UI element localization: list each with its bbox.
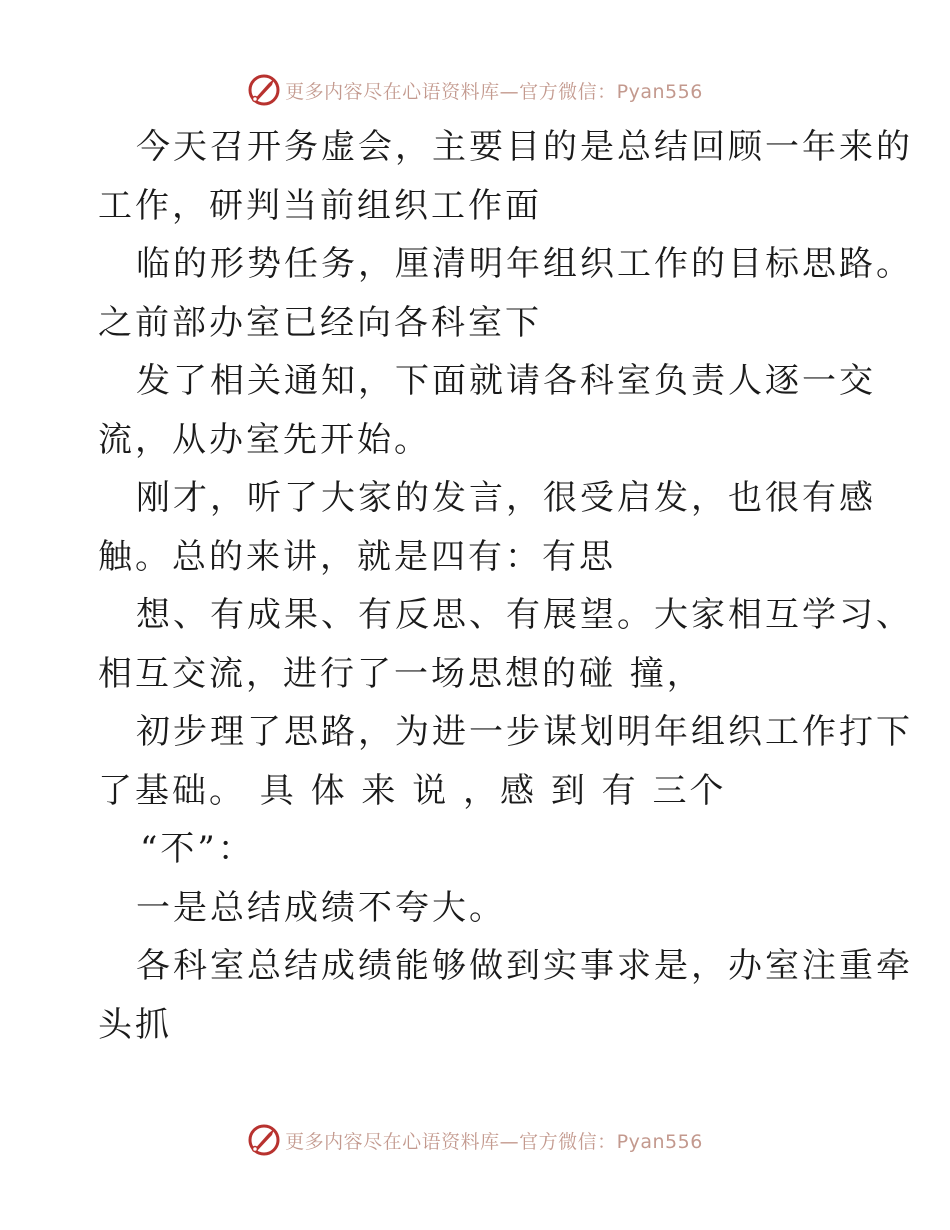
paragraph-line: 了基础。 具 体 来 说 ，感 到 有 三个	[98, 770, 727, 811]
quill-pen-logo-icon	[247, 1123, 281, 1157]
footer-banner	[0, 1120, 950, 1160]
paragraph-line: 相互交流，进行了一场思想的碰 撞，	[98, 653, 704, 694]
paragraph-line: 发了相关通知，下面就请各科室负责人逐一交	[136, 361, 876, 401]
paragraph-line: 今天召开务虚会，主要目的是总结回顾一年来的	[136, 127, 913, 167]
paragraph-line: 各科室总结成绩能够做到实事求是，办室注重牵	[136, 946, 913, 986]
paragraph-line: 之前部办室已经向各科室下	[98, 302, 542, 343]
paragraph-line: 流，从办室先开始。	[98, 419, 431, 460]
paragraph-line: 头抓	[98, 1004, 172, 1045]
footer-banner-text: 更多内容尽在心语资料库—官方微信：Pyan556	[285, 1130, 703, 1153]
paragraph-line: 工作，研判当前组织工作面	[98, 185, 542, 226]
document-body	[98, 118, 913, 1054]
paragraph-line: “不”：	[140, 829, 255, 869]
header-banner	[0, 70, 950, 110]
paragraph-line: 刚才，听了大家的发言，很受启发，也很有感	[136, 478, 876, 518]
paragraph-line: 初步理了思路，为进一步谋划明年组织工作打下	[136, 712, 913, 752]
paragraph-line: 触。总的来讲，就是四有：有思	[98, 536, 616, 577]
paragraph-line: 临的形势任务，厘清明年组织工作的目标思路。	[136, 244, 913, 284]
paragraph-line: 一是总结成绩不夸大。	[136, 887, 506, 928]
paragraph-line: 想、有成果、有反思、有展望。大家相互学习、	[136, 595, 913, 635]
quill-pen-logo-icon	[247, 73, 281, 107]
header-banner-text: 更多内容尽在心语资料库—官方微信：Pyan556	[285, 80, 703, 103]
